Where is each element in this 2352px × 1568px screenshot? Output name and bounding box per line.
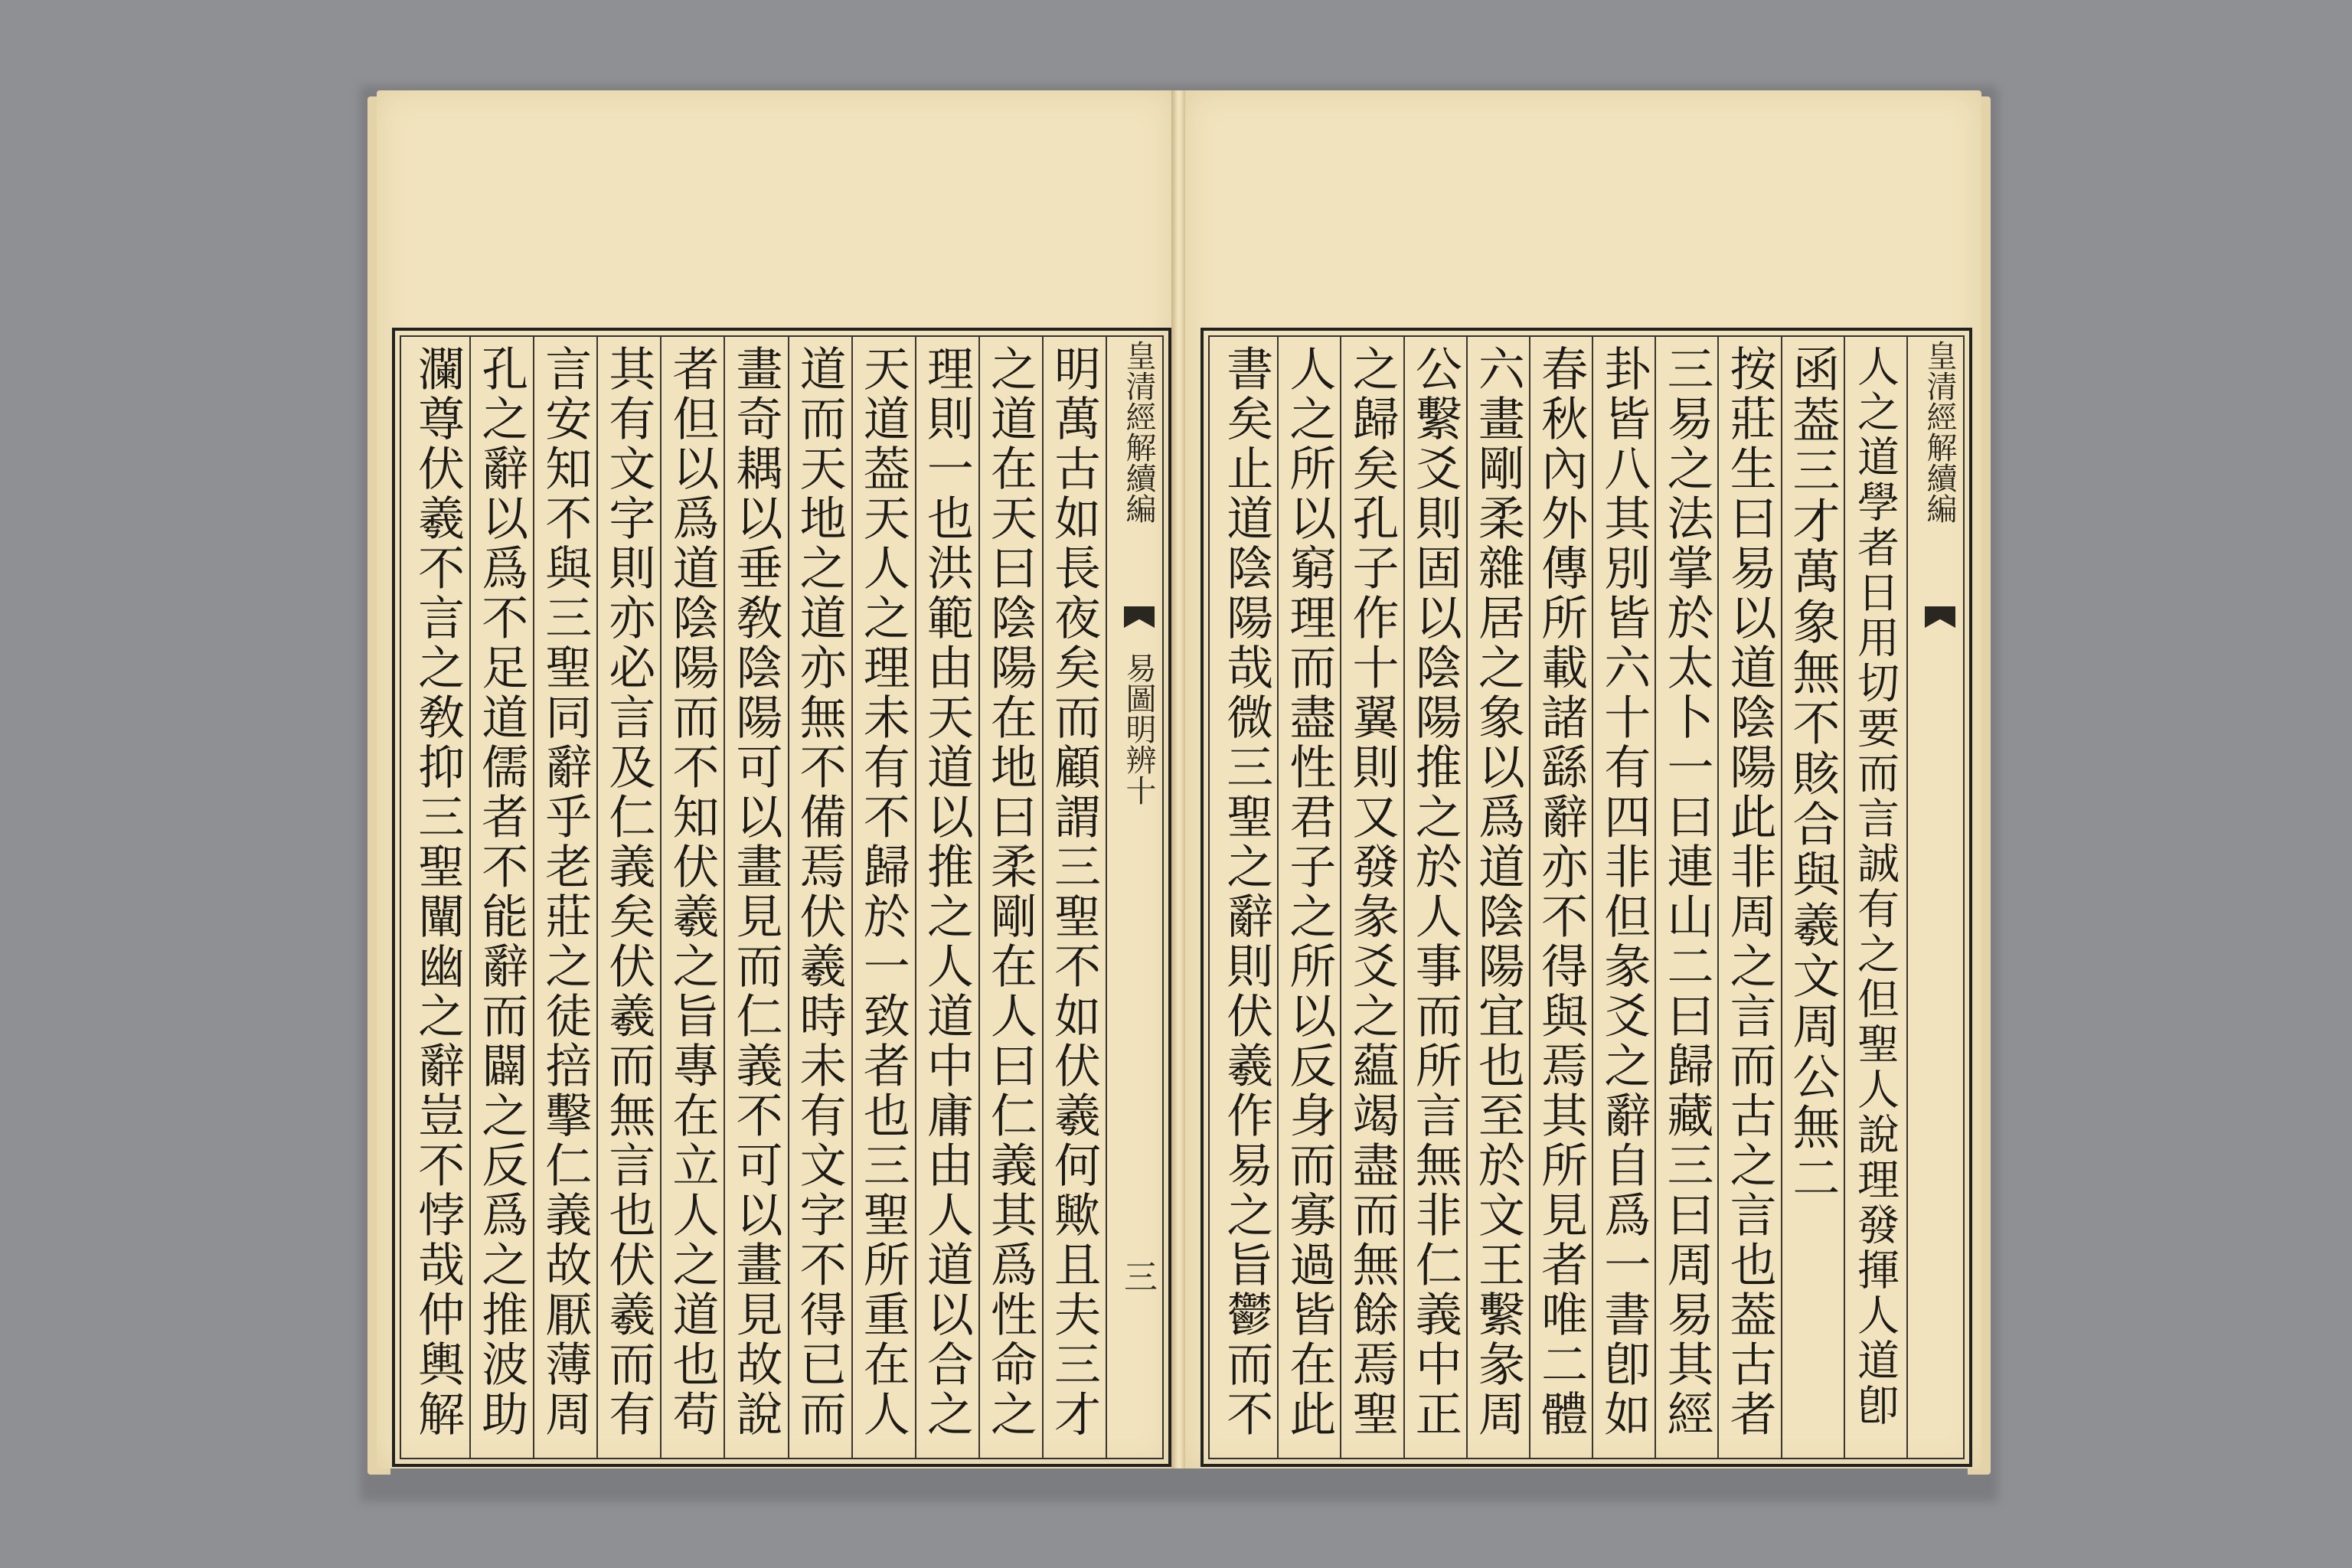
column-rule [1906,337,1908,1458]
column-rule [1403,337,1405,1458]
text-column: 公繫爻則固以陰陽推之於人事而所言無非仁義中正 [1407,345,1462,1439]
book-title-text: 皇清經解續編 [1922,340,1957,524]
column-rule [978,337,980,1458]
text-column: 人之所以窮理而盡性君子之所以反身而寡過皆在此 [1282,345,1337,1439]
right-margin-title [1913,340,1966,646]
column-rule [915,337,916,1458]
text-column: 瀾尊伏羲不言之敎抑三聖闡幽之辭豈不悖哉仲輿解 [410,345,466,1439]
text-column: 言安知不與三聖同辭乎老莊之徒掊擊仁義故厭薄周 [537,345,593,1439]
text-column: 天道葢天人之理未有不歸於一致者也三聖所重在人 [855,345,910,1439]
column-rule [1844,337,1845,1458]
left-margin-section [1112,652,1165,1265]
text-column: 春秋內外傳所載諸繇辭亦不得與焉其所見者唯二體 [1534,345,1589,1439]
text-column: 明萬古如長夜矣而顧謂三聖不如伏羲何歟且夫三才 [1047,345,1101,1439]
column-rule [1592,337,1593,1458]
text-column: 按莊生曰易以道陰陽此非周之言而古之言也葢古者 [1722,345,1777,1439]
column-rule [1340,337,1341,1458]
column-rule [596,337,598,1458]
column-rule [660,337,662,1458]
text-column: 人之道學者日用切要而言誠有之但聖人說理發揮人道卽 [1851,345,1900,1429]
column-rule [1717,337,1719,1458]
column-rule [1529,337,1530,1458]
column-rule [1466,337,1468,1458]
section-title-text: 易圖明辨十 [1121,652,1156,805]
column-rule [533,337,534,1458]
text-column: 函葢三才萬象無不賅合與羲文周公無二 [1784,345,1841,1204]
folio-number: 三 [1124,1258,1158,1297]
text-column: 畫奇耦以垂敎陰陽可以畫見而仁義不可以畫見故說 [728,345,783,1439]
column-rule [1781,337,1782,1458]
column-rule [1277,337,1279,1458]
column-rule [724,337,725,1458]
column-rule [1106,337,1107,1458]
book-gutter [1171,90,1187,1468]
right-page [1185,90,1981,1468]
text-column: 之道在天曰陰陽在地曰柔剛在人曰仁義其爲性命之 [982,345,1037,1439]
column-rule [851,337,853,1458]
text-column: 其有文字則亦必言及仁義矣伏羲而無言也伏羲而有 [601,345,656,1439]
text-column: 六畫剛柔雜居之象以爲道陰陽宜也至於文王繫彖周 [1470,345,1525,1439]
text-column: 道而天地之道亦無不備焉伏羲時未有文字不得已而 [792,345,847,1439]
column-rule [469,337,471,1458]
text-column: 理則一也洪範由天道以推之人道中庸由人道以合之 [919,345,974,1439]
text-column: 卦皆八其別皆六十有四非但彖爻之辭自爲一書卽如 [1596,345,1651,1439]
left-page-frame [392,328,1171,1467]
column-rule [1655,337,1656,1458]
book-title-text: 皇清經解續編 [1121,340,1156,524]
text-column: 者但以爲道陰陽而不知伏羲之旨專在立人之道也苟 [665,345,720,1439]
text-column: 孔之辭以爲不足道儒者不能辭而闢之反爲之推波助 [474,345,529,1439]
text-column: 之歸矣孔子作十翼則又發彖爻之藴竭盡而無餘焉聖 [1344,345,1400,1439]
text-column: 書矣止道陰陽哉微三聖之辭則伏羲作易之旨鬱而不 [1219,345,1274,1439]
open-book [368,90,1991,1491]
right-page-frame [1200,328,1972,1467]
column-rule [1042,337,1044,1458]
left-page [377,90,1173,1468]
column-rule [788,337,789,1458]
text-column: 三易之法掌於太卜一曰連山二曰歸藏三曰周易其經 [1659,345,1714,1439]
